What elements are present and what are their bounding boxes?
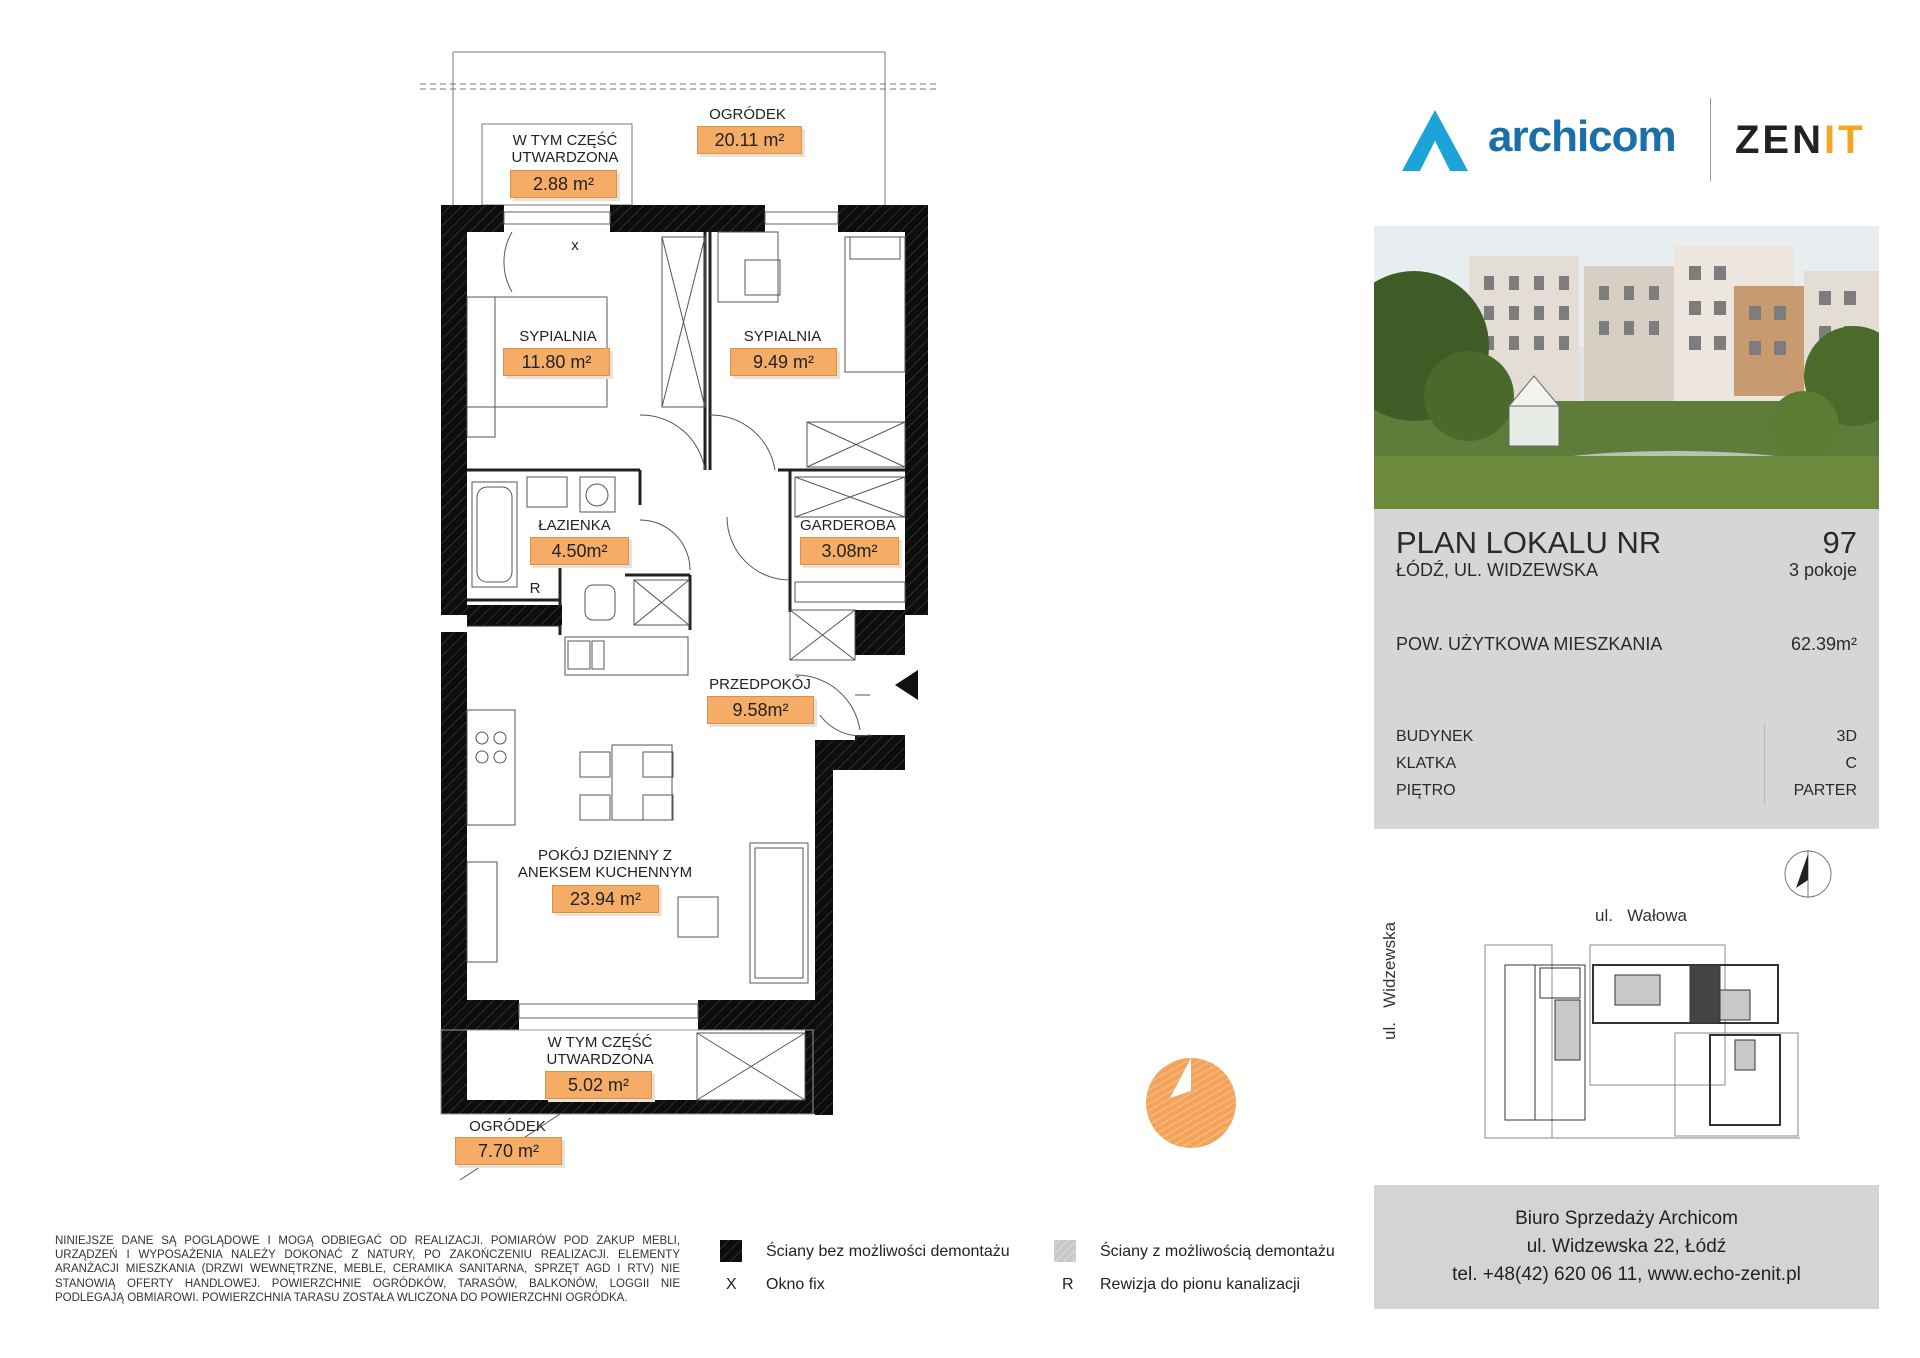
hardened-top-label-2: UTWARDZONA — [511, 149, 619, 166]
sales-office-box — [1374, 1185, 1879, 1309]
fix-window-marker: x — [571, 237, 579, 254]
bedroom-1-area: 11.80 m² — [503, 348, 610, 376]
legend-x-symbol: X — [726, 1276, 737, 1293]
brand-divider — [1710, 98, 1711, 181]
legend-fixed-walls: Ściany bez możliwości demontażu — [766, 1243, 1010, 1260]
garden-bottom-area: 7.70 m² — [455, 1137, 562, 1165]
hardened-top-area: 2.88 m² — [510, 170, 617, 198]
bathroom-area: 4.50m² — [530, 537, 629, 565]
disclaimer-text: NINIEJSZE DANE SĄ POGLĄDOWE I MOGĄ ODBIEGAĆ OD REALIZACJI. POMIARÓW POD ZAKUP MEBLI, URZĄDZEŃ I WYPOSAŻENIA NALEŻY DOKONAĆ Z NATURY, PO ZAKOŃCZENIU REALIZACJI. ELEMENTY ARANŻACJI MIESZKANIA (DRZWI WEWNĘTRZNE, MEBLE, CERAMIKA SANITARNA, SPRZĘT AGD I RTV) NIE STANOWIĄ OFERTY HANDLOWEJ. POWIERZCHNIE OGRÓDKÓW, TARASÓW, BALKONÓW, LOGGII NIE PODLEGAJĄ OBMIAROWI. POWIERZCHNIA TARASU ZOSTAŁA WLICZONA DO POWIERZCHNI OGRÓDKA. — [55, 1235, 680, 1304]
bathroom-label: ŁAZIENKA — [538, 517, 611, 534]
garden-top-label: OGRÓDEK — [709, 106, 786, 123]
archicom-wordmark: archicom — [1488, 112, 1676, 161]
unit-number: 97 — [1822, 525, 1857, 560]
legend-fixed-wall-swatch — [720, 1240, 742, 1262]
legend-r-symbol: R — [1062, 1276, 1074, 1293]
legend-r-text: Rewizja do pionu kanalizacji — [1100, 1276, 1301, 1293]
address: ŁÓDŹ, UL. WIDZEWSKA — [1396, 560, 1599, 580]
orientation-disc-icon — [1146, 1058, 1236, 1148]
zenit-logo-dark: ZEN — [1735, 118, 1824, 162]
floor-value: PARTER — [1793, 782, 1857, 799]
hardened-top-label-1: W TYM CZĘŚĆ — [512, 132, 618, 149]
street-walowa-label: ul. Wałowa — [1595, 906, 1687, 925]
floor-label: PIĘTRO — [1396, 782, 1456, 799]
building-render-image — [1374, 226, 1879, 509]
panel-divider — [1764, 724, 1765, 804]
bedroom-1-label: SYPIALNIA — [519, 328, 597, 345]
hall-area: 9.58m² — [707, 696, 814, 724]
sales-office-address: ul. Widzewska 22, Łódź — [1526, 1236, 1727, 1257]
north-arrow-icon — [1785, 850, 1831, 898]
rooms-count: 3 pokoje — [1788, 560, 1857, 580]
living-area: 23.94 m² — [552, 885, 659, 913]
entrance-arrow-icon — [895, 670, 918, 700]
garden-top-area: 20.11 m² — [697, 126, 802, 154]
revision-marker: R — [529, 580, 541, 597]
building-value: 3D — [1836, 728, 1857, 745]
garden-bottom-label: OGRÓDEK — [469, 1118, 546, 1135]
site-plan — [1485, 945, 1800, 1138]
archicom-logo-icon — [1400, 108, 1470, 173]
usable-area-value: 62.39m² — [1790, 634, 1857, 654]
zenit-logo-accent: IT — [1824, 118, 1866, 162]
usable-area-label: POW. UŻYTKOWA MIESZKANIA — [1396, 634, 1663, 654]
legend-removable-walls: Ściany z możliwością demontażu — [1100, 1243, 1335, 1260]
wardrobe-area: 3.08m² — [800, 537, 899, 565]
building-label: BUDYNEK — [1396, 728, 1474, 745]
staircase-value: C — [1845, 755, 1857, 772]
legend-removable-wall-swatch — [1054, 1240, 1076, 1262]
bedroom-2-area: 9.49 m² — [730, 348, 837, 376]
living-label-1: POKÓJ DZIENNY Z — [538, 847, 672, 864]
info-panel — [1374, 509, 1879, 829]
bedroom-2-label: SYPIALNIA — [743, 328, 822, 345]
zenit-logo — [1735, 118, 1866, 163]
living-label-2: ANEKSEM KUCHENNYM — [517, 864, 693, 881]
sales-office-contact[interactable]: tel. +48(42) 620 06 11, www.echo-zenit.pl — [1452, 1264, 1801, 1285]
sales-office-name: Biuro Sprzedaży Archicom — [1515, 1208, 1738, 1229]
garden-top-outline — [420, 52, 940, 205]
wardrobe-label: GARDEROBA — [800, 517, 896, 534]
street-widzewska-label: ul. Widzewska — [1380, 921, 1399, 1040]
hall-label: PRZEDPOKÓJ — [709, 676, 811, 693]
hardened-bottom-area: 5.02 m² — [545, 1071, 652, 1099]
hardened-bottom-label-2: UTWARDZONA — [546, 1051, 654, 1068]
legend-x-text: Okno fix — [766, 1276, 825, 1293]
staircase-label: KLATKA — [1396, 755, 1457, 772]
plan-title: PLAN LOKALU NR — [1396, 525, 1662, 560]
hardened-bottom-label-1: W TYM CZĘŚĆ — [547, 1034, 653, 1051]
